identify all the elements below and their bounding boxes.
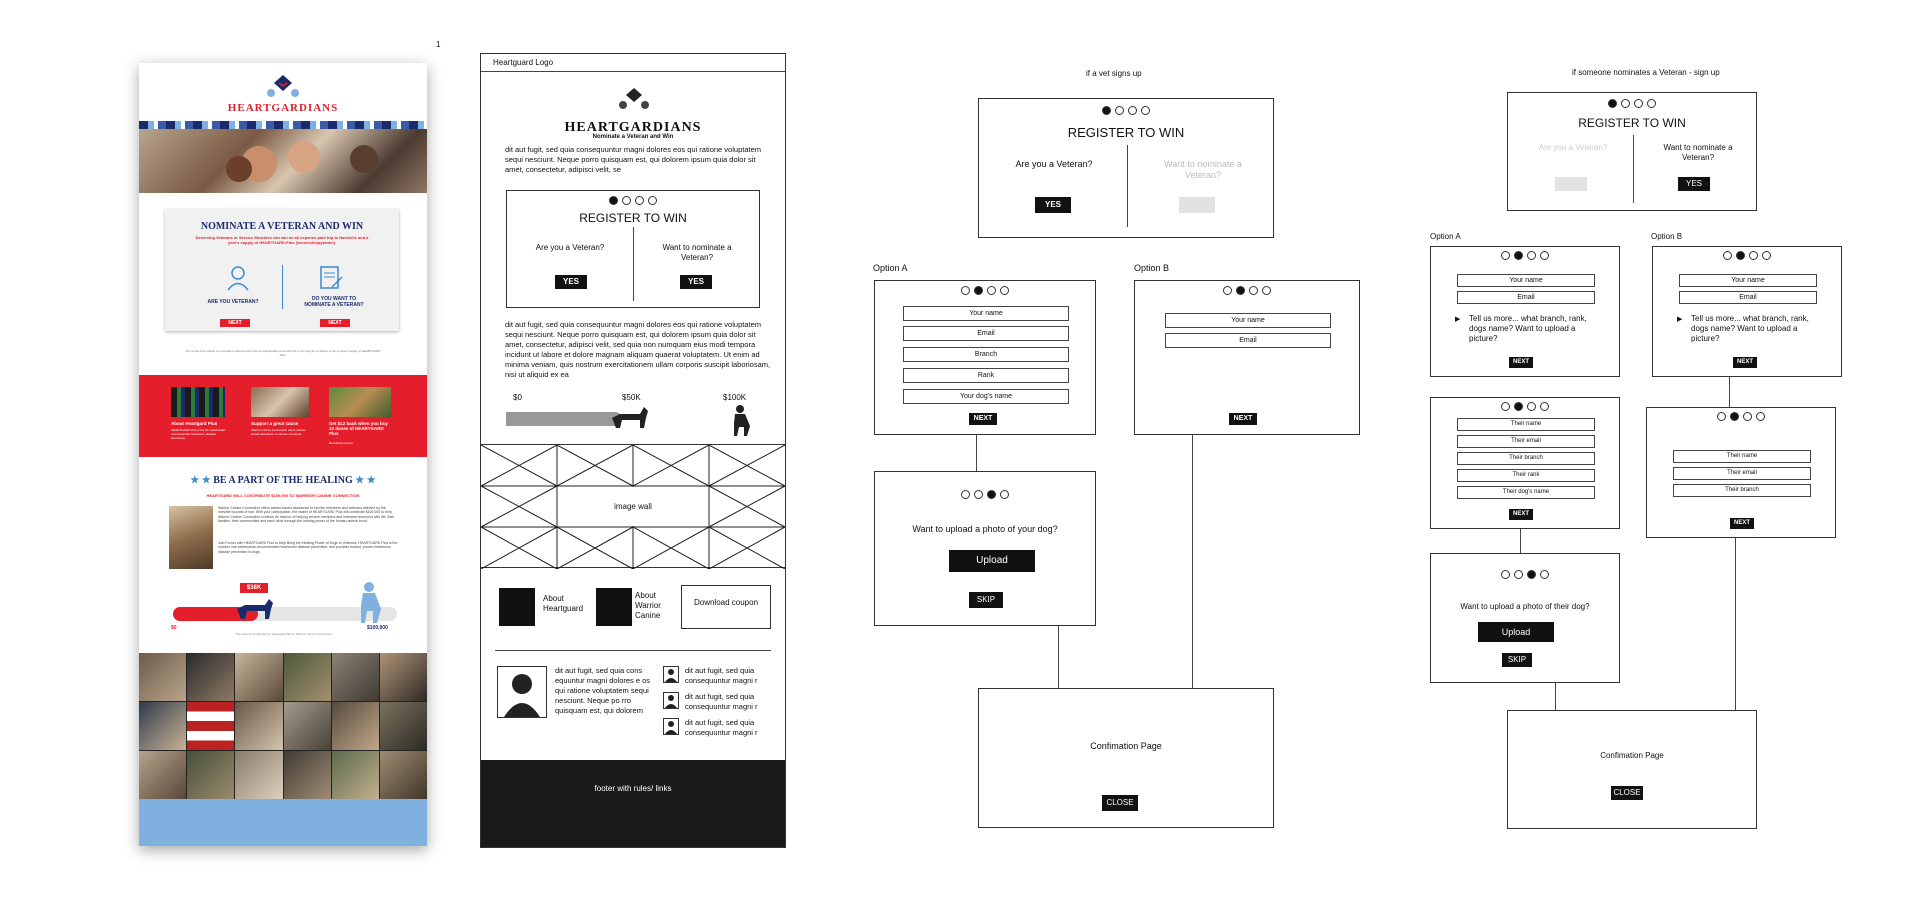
grid-photo xyxy=(284,653,331,701)
vet-b-next-button[interactable]: NEXT xyxy=(1229,413,1257,425)
mock-q1: ARE YOU VETERAN? xyxy=(207,299,259,305)
wire-q2: Want to nominate a Veteran? xyxy=(662,243,732,262)
nom-b-tell-more: Tell us more... what branch, rank, dogs name? Want to upload a picture? xyxy=(1691,314,1809,343)
nom-their-dog-field[interactable]: Their dog's name xyxy=(1457,486,1595,499)
step-dot xyxy=(1514,402,1523,411)
wire-small-text-3: dit aut fugit, sed quia consequuntur magni r xyxy=(685,718,758,737)
step-dot xyxy=(1647,99,1656,108)
promo-image-2 xyxy=(251,387,309,417)
mock-healing-body2: Join Forces with HEARTGARD Plus to Help Bring the Healing Power of Dogs to Veterans. HEARTGARD Plus is the number one veterinarian-recommended heartworm disease preventive, and provides trusted, proven heartworm disease prevention in dogs. xyxy=(218,541,398,554)
step-dot xyxy=(1249,286,1258,295)
vet-register-divider xyxy=(1127,145,1128,227)
grid-photo xyxy=(332,702,379,750)
soldier-icon xyxy=(225,265,251,291)
step-dots xyxy=(875,490,1095,499)
mock-fine-print: Fill out the form above to nominate a Veteran who has an inseparable bond with his or her dog for a chance to win a year's supply of HEARTGARD Plus. xyxy=(185,349,381,357)
mock-logo-badge xyxy=(266,75,300,101)
vet-q1: Are you a Veteran? xyxy=(1015,159,1093,169)
dog-icon xyxy=(610,404,650,430)
wire-testimonial: dit aut fugit, sed quia cons equuntur magni dolores e os qui ratione voluptatem sequi nesciunt. Neque po rro quisquam est, qui dolorem xyxy=(555,666,651,715)
vet-name-field[interactable]: Your name xyxy=(903,306,1069,321)
veteran-icon xyxy=(730,404,756,436)
wire-step-dots xyxy=(507,196,759,205)
step-dot xyxy=(1501,402,1510,411)
step-dot xyxy=(961,286,970,295)
step-dot xyxy=(974,286,983,295)
nom-a-step3 xyxy=(1430,397,1620,529)
nom-their-email-field[interactable]: Their email xyxy=(1457,435,1595,448)
step-dot xyxy=(1223,286,1232,295)
promo-image-1 xyxy=(171,387,225,417)
step-dot xyxy=(1115,106,1124,115)
grid-photo xyxy=(380,653,427,701)
wireframe-page xyxy=(480,53,786,848)
nom-a-step2 xyxy=(1430,246,1620,377)
vet-option-a-label: Option A xyxy=(873,263,908,273)
step-dot xyxy=(1527,570,1536,579)
step-dot xyxy=(1000,286,1009,295)
nom-q1: Are you a Veteran? xyxy=(1538,143,1608,152)
veteran-icon xyxy=(357,581,387,623)
nom-yes-button[interactable]: YES xyxy=(1678,177,1710,191)
mock-nominate-card xyxy=(165,209,399,331)
mock-footer xyxy=(139,799,427,846)
grid-photo xyxy=(332,653,379,701)
step-dot xyxy=(1621,99,1630,108)
mock-healing-body: Warrior Canine Connection offers canine-based assistance to service members and veterans affected by the invisible wounds of war. With your participation, the maker of HEARTGARD Plus will contribute $100,000 to help Warrior Canine Connection continue its mission of helping service members and veterans reconnect with life, their families, their communities and each other through the healing power of the human-animal bond. xyxy=(218,506,395,524)
grid-photo xyxy=(139,751,186,799)
step-dot xyxy=(1501,570,1510,579)
vet-q2: Want to nominate a Veteran? xyxy=(1164,159,1242,180)
step-dots xyxy=(1431,570,1619,579)
grid-photo xyxy=(139,702,186,750)
step-dot xyxy=(987,286,996,295)
mock-q2: DO YOU WANT TO NOMINATE A VETERAN? xyxy=(304,296,364,308)
step-dot xyxy=(1717,412,1726,421)
mock-soldier-photo xyxy=(169,506,213,569)
vet-rank-field[interactable]: Rank xyxy=(903,368,1069,383)
connector xyxy=(1729,377,1730,407)
vet-b-email-field[interactable]: Email xyxy=(1165,333,1331,348)
wire-image-wall xyxy=(481,444,785,568)
step-dot xyxy=(648,196,657,205)
step-dots xyxy=(1135,286,1359,295)
page-number: 1 xyxy=(436,40,441,49)
grid-photo xyxy=(284,751,331,799)
vet-b-name-field[interactable]: Your name xyxy=(1165,313,1331,328)
nom-b-email-field[interactable]: Email xyxy=(1679,291,1817,304)
caret-right-icon: ▶ xyxy=(1677,316,1683,323)
promo-image-3 xyxy=(329,387,391,417)
connector xyxy=(1520,529,1521,553)
step-dot xyxy=(609,196,618,205)
grid-photo xyxy=(332,751,379,799)
step-dot xyxy=(974,490,983,499)
step-dots xyxy=(1431,402,1619,411)
mock-healing-title xyxy=(139,475,427,486)
nom-b-their-email-field[interactable]: Their email xyxy=(1673,467,1811,480)
wire-footer xyxy=(481,760,785,847)
avatar xyxy=(663,692,679,709)
mock-photo-grid xyxy=(139,653,427,799)
wire-logo-sub: Nominate a Veteran and Win xyxy=(592,134,674,140)
step-dot xyxy=(1514,570,1523,579)
nom-upload-button[interactable]: Upload xyxy=(1478,622,1554,642)
avatar xyxy=(497,666,547,718)
mock-next-button-1[interactable]: NEXT xyxy=(220,319,250,327)
wire-download-coupon-button[interactable] xyxy=(681,585,771,629)
nom-b-their-branch-field[interactable]: Their branch xyxy=(1673,484,1811,497)
wire-image-wall-label xyxy=(558,487,708,526)
grid-photo xyxy=(187,751,234,799)
connector xyxy=(1735,538,1736,710)
dog-icon xyxy=(235,597,275,621)
wire-register-divider xyxy=(633,227,634,301)
nom-confirmation-page xyxy=(1507,710,1757,829)
grid-photo xyxy=(139,653,186,701)
step-dot xyxy=(1262,286,1271,295)
nom-register-divider xyxy=(1633,135,1634,203)
promo-title-3: Get $12 back when you buy 12 doses of HEARTGARD Plus xyxy=(329,421,389,436)
mock-divider xyxy=(282,265,283,309)
nom-register-box xyxy=(1507,92,1757,211)
grid-photo xyxy=(187,702,234,750)
step-dot xyxy=(1527,402,1536,411)
promo-title-1: About Heartgard Plus xyxy=(171,421,218,426)
nom-their-name-field[interactable]: Their name xyxy=(1457,418,1595,431)
nom-b3-next-button[interactable]: NEXT xyxy=(1730,518,1754,529)
step-dot xyxy=(1540,570,1549,579)
step-dot xyxy=(1540,251,1549,260)
vet-upload-button[interactable]: Upload xyxy=(949,550,1035,572)
step-dot xyxy=(1723,251,1732,260)
avatar xyxy=(663,666,679,683)
vet-upload-box xyxy=(874,471,1096,626)
step-dot xyxy=(1756,412,1765,421)
wire-q1: Are you a Veteran? xyxy=(535,243,605,252)
connector xyxy=(1058,626,1059,688)
vet-yes-button[interactable]: YES xyxy=(1035,197,1071,213)
step-dots xyxy=(1653,251,1841,260)
nom-option-b-label: Option B xyxy=(1651,232,1683,241)
vet-a-next-button[interactable]: NEXT xyxy=(969,413,997,425)
vet-email-field[interactable]: Email xyxy=(903,326,1069,341)
wire-yes-vet-button[interactable]: YES xyxy=(555,275,587,289)
mock-progress-min: $0 xyxy=(171,625,177,631)
wire-p0: $0 xyxy=(513,393,522,402)
vet-register-box xyxy=(978,98,1274,238)
step-dot xyxy=(1634,99,1643,108)
nom-register-title: REGISTER TO WIN xyxy=(1578,116,1686,130)
nom-b-name-field[interactable]: Your name xyxy=(1679,274,1817,287)
step-dot xyxy=(622,196,631,205)
wire-header-line xyxy=(481,71,785,72)
wire-yes-nominate-button[interactable]: YES xyxy=(680,275,712,289)
vet-option-a-form xyxy=(874,280,1096,435)
vet-register-title: REGISTER TO WIN xyxy=(1067,125,1185,140)
step-dots xyxy=(979,106,1273,115)
vet-option-b-label: Option B xyxy=(1134,263,1170,273)
mock-healing-sub: HEARTGARD WILL CONTRIBUTE $100,000 TO WARRIOR CANINE CONNECTION xyxy=(206,493,360,498)
grid-photo xyxy=(235,653,282,701)
vet-option-b-form xyxy=(1134,280,1360,435)
vet-confirm-title: Confimation Page xyxy=(1090,741,1162,751)
wire-register-title: REGISTER TO WIN xyxy=(579,211,687,225)
step-dot xyxy=(1762,251,1771,260)
grid-photo xyxy=(187,653,234,701)
caret-right-icon: ▶ xyxy=(1455,316,1461,323)
grid-photo xyxy=(235,702,282,750)
step-dot xyxy=(1608,99,1617,108)
step-dot xyxy=(961,490,970,499)
star-icon-left: ★ ★ xyxy=(190,475,214,486)
grid-photo xyxy=(284,702,331,750)
promo-text-3[interactable]: Download coupon xyxy=(329,441,354,445)
wire-small-text-2: dit aut fugit, sed quia consequuntur magni r xyxy=(685,692,758,711)
mock-nominate-title: NOMINATE A VETERAN AND WIN xyxy=(200,221,364,232)
vet-confirmation-page xyxy=(978,688,1274,828)
mock-nominate-sub: Deserving Veterans or Service Members can win an all expense-paid trip to Nashville and a year's supply of HEARTGARD Plus (ivermectin/pyrantel). xyxy=(195,235,369,245)
wire-p50: $50K xyxy=(622,393,641,402)
image-wall-text: image wall xyxy=(614,502,652,511)
nom-upload-question: Want to upload a photo of their dog? xyxy=(1460,602,1590,611)
step-dots xyxy=(875,286,1095,295)
step-dot xyxy=(1000,490,1009,499)
nom-their-branch-field[interactable]: Their branch xyxy=(1457,452,1595,465)
wire-small-text-1: dit aut fugit, sed quia consequuntur magni r xyxy=(685,666,758,685)
step-dot xyxy=(1236,286,1245,295)
wire-about-warrior-thumb xyxy=(596,588,632,626)
step-dot xyxy=(1730,412,1739,421)
step-dots xyxy=(1647,412,1835,421)
nom-flow-header: if someone nominates a Veteran - sign up xyxy=(1572,68,1720,77)
mock-logo: HEARTGARDIANS xyxy=(227,102,339,114)
vet-close-button[interactable]: CLOSE xyxy=(1102,795,1138,811)
nom-a3-next-button[interactable]: NEXT xyxy=(1509,509,1533,520)
nom-disabled-button xyxy=(1555,177,1587,191)
wire-separator xyxy=(495,650,771,651)
nom-confirm-title: Confimation Page xyxy=(1600,751,1664,760)
nom-b-step2 xyxy=(1652,246,1842,377)
step-dots xyxy=(1431,251,1619,260)
mock-promo-band xyxy=(139,375,427,457)
mock-progress-marker: $38K xyxy=(240,583,268,593)
mock-progress-max: $100,000 xyxy=(367,625,388,631)
step-dot xyxy=(1743,412,1752,421)
mock-hero-photo xyxy=(139,129,427,193)
design-mockup xyxy=(139,63,427,846)
connector xyxy=(1555,683,1556,710)
grid-photo xyxy=(380,702,427,750)
nom-a-email-field[interactable]: Email xyxy=(1457,291,1595,304)
vet-disabled-button xyxy=(1179,197,1215,213)
wire-logo-label: Heartguard Logo xyxy=(493,58,554,67)
nom-a-next-button[interactable]: NEXT xyxy=(1509,357,1533,368)
download-label: Download coupon xyxy=(693,598,759,607)
vet-upload-question: Want to upload a photo of your dog? xyxy=(912,524,1058,534)
grid-photo xyxy=(380,751,427,799)
promo-text-2: Warrior Canine Connection offers canine-based assistance to service members. xyxy=(251,428,307,436)
wire-logo-text: HEARTGARDIANS xyxy=(564,120,702,135)
step-dot xyxy=(1527,251,1536,260)
wire-register-box xyxy=(506,190,760,308)
wire-about-heartguard-thumb xyxy=(499,588,535,626)
connector xyxy=(976,435,977,471)
step-dot xyxy=(1514,251,1523,260)
mock-camo-band xyxy=(139,121,427,129)
promo-title-2: Support a great cause xyxy=(251,421,299,426)
wire-para-2: dit aut fugit, sed quia consequuntur magni dolores eos qui ratione voluptatem sequi nesciunt. Neque porro quisquam est, qui dolorem ipsum quia dolor sit amet, consectetur, adipisci velit, sed quia non numquam eius modi tempora incidunt ut labore et dolore magnam aliquam quaerat voluptatem. Ut enim ad minima veniam, quis nostrum exercitationem ullam corporis suscipit laboriosam, nisi ut aliquid ex ea xyxy=(505,320,771,379)
nom-b-their-name-field[interactable]: Their name xyxy=(1673,450,1811,463)
wire-progress-bar xyxy=(506,412,622,426)
connector xyxy=(1192,435,1193,688)
step-dots xyxy=(1508,99,1756,108)
nom-a-name-field[interactable]: Your name xyxy=(1457,274,1595,287)
star-icon-right: ★ ★ xyxy=(352,475,376,486)
step-dot xyxy=(1141,106,1150,115)
nom-option-a-label: Option A xyxy=(1430,232,1461,241)
step-dot xyxy=(1501,251,1510,260)
step-dot xyxy=(1128,106,1137,115)
step-dot xyxy=(1102,106,1111,115)
mock-next-button-2[interactable]: NEXT xyxy=(320,319,350,327)
avatar xyxy=(663,718,679,735)
mock-progress-caption: The amount contributed by Heartgard Plus to Warrior Canine Connection. xyxy=(235,632,333,636)
wire-logo-badge xyxy=(619,88,649,112)
nom-b-next-button[interactable]: NEXT xyxy=(1733,357,1757,368)
step-dot xyxy=(1749,251,1758,260)
vet-dog-name-field[interactable]: Your dog's name xyxy=(903,389,1069,404)
nom-upload-box xyxy=(1430,553,1620,683)
nom-close-button[interactable]: CLOSE xyxy=(1611,786,1643,800)
nom-b-step3 xyxy=(1646,407,1836,538)
step-dot xyxy=(1540,402,1549,411)
nom-skip-button[interactable]: SKIP xyxy=(1502,653,1532,667)
vet-branch-field[interactable]: Branch xyxy=(903,347,1069,362)
nom-q2: Want to nominate a Veteran? xyxy=(1663,143,1733,162)
grid-photo xyxy=(235,751,282,799)
healing-title-text: BE A PART OF THE HEALING xyxy=(213,475,353,486)
footer-text[interactable]: footer with rules/ links xyxy=(594,784,672,793)
vet-skip-button[interactable]: SKIP xyxy=(969,592,1003,608)
step-dot xyxy=(1736,251,1745,260)
step-dot xyxy=(987,490,996,499)
form-icon xyxy=(318,265,344,291)
wire-about-warrior[interactable]: About Warrior Canine xyxy=(635,591,661,620)
wire-about-heartguard[interactable]: About Heartguard xyxy=(543,594,584,613)
nom-their-rank-field[interactable]: Their rank xyxy=(1457,469,1595,482)
wire-para-1: dit aut fugit, sed quia consequuntur magni dolores eos qui ratione voluptatem sequi nesciunt. Neque porro quisquam est, qui dolorem ipsum quia dolor sit amet, consectetur, adipisci velit, se xyxy=(505,145,761,174)
vet-flow-header: if a vet signs up xyxy=(1086,69,1142,78)
promo-text-1: HEARTGARD Plus is the #1 veterinarian-recommended heartworm disease preventive. xyxy=(171,428,227,440)
nom-a-tell-more: Tell us more... what branch, rank, dogs name? Want to upload a picture? xyxy=(1469,314,1587,343)
wire-p100: $100K xyxy=(723,393,747,402)
step-dot xyxy=(635,196,644,205)
